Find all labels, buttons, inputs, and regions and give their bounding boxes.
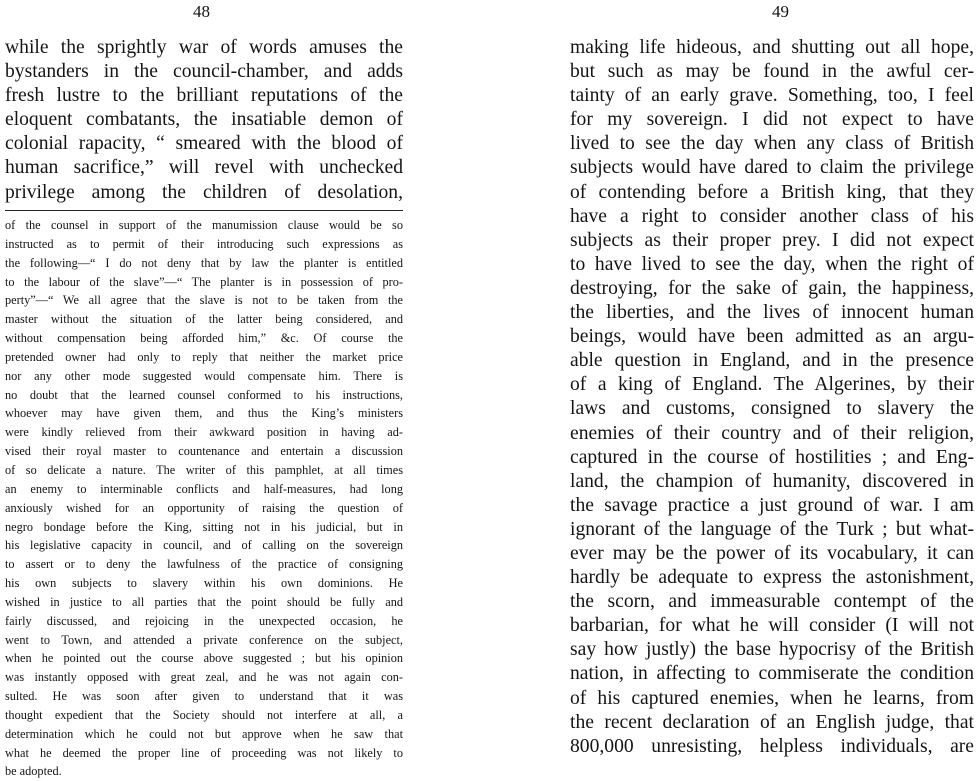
body-text-line: nation, in affecting to commiserate the condition	[570, 663, 974, 685]
footnote-line: sulted. He was soon after given to understand that it was	[5, 689, 403, 704]
footnote-divider	[5, 210, 403, 211]
body-text-line: of his captured enemies, when he learns, from	[570, 687, 974, 709]
body-text-line: say how justly) the base hypocrisy of the British	[570, 639, 974, 661]
body-text-line: the liberties, and the lives of innocent human	[570, 302, 974, 324]
body-text-line: barbarian, for what he will consider (I will not	[570, 615, 974, 637]
body-text-line: ignorant of the language of the Turk ; but what-	[570, 518, 974, 540]
footnote-line: were kindly relieved from their awkward position in having ad-	[5, 425, 403, 440]
right-body-text	[570, 36, 974, 759]
body-text-line: of contending before a British king, that they	[570, 181, 974, 203]
body-text-line: bystanders in the council-chamber, and adds	[5, 61, 403, 83]
footnote-line: negro bondage before the King, sitting not in his judicial, but in	[5, 519, 403, 534]
footnote-line: to the labour of the slave”—“ The planter is in possession of pro-	[5, 274, 403, 289]
body-text-line: but such as may be found in the awful cer-	[570, 61, 974, 83]
body-text-line: subjects as their proper prey. I did not expect	[570, 229, 974, 251]
body-text-line: privilege among the children of desolation,	[5, 181, 403, 203]
body-text-line: tainty of an early grave. Something, too, I feel	[570, 85, 974, 107]
body-text-line: beings, would have been admitted as an argu-	[570, 326, 974, 348]
body-text-line: able question in England, and in the presence	[570, 350, 974, 372]
footnote-line: when he pointed out the course above suggested ; but his opinion	[5, 651, 403, 666]
footnote-line: nor any other mode suggested would compensate him. There is	[5, 368, 403, 383]
footnote-line: of the counsel in support of the manumission clause would be so	[5, 218, 403, 232]
body-text-line: for my sovereign. I did not expect to have	[570, 109, 974, 131]
footnote-line: thought expedient that the Society should not interfere at all, a	[5, 707, 403, 722]
body-text-line: destroying, for the sake of gain, the happiness,	[570, 277, 974, 299]
footnote-line: his legislative capacity in council, and of calling on the sovereign	[5, 538, 403, 553]
body-text-line: enemies of their country and of their religion,	[570, 422, 974, 444]
footnote-line: instructed as to permit of their introducing such expressions as	[5, 236, 403, 251]
body-text-line: human sacrifice,” will revel with unchecked	[5, 157, 403, 179]
body-text-line: ever may be the power of its vocabulary, it can	[570, 542, 974, 564]
footnote-line: determination which he could not but approve when he saw that	[5, 726, 403, 741]
body-text-line: the savage practice a just ground of war. I am	[570, 494, 974, 516]
body-text-line: to have lived to see the day, when the right of	[570, 253, 974, 275]
footnote-line: the following—“ I do not deny that by law the planter is entitled	[5, 255, 403, 270]
footnote-line: vised their royal master to countenance and entertain a discussion	[5, 444, 403, 459]
body-text-line: have a right to consider another class of his	[570, 205, 974, 227]
footnote-line: his own subjects to slavery within his own dominions. He	[5, 576, 403, 591]
body-text-line: land, the champion of humanity, discovered in	[570, 470, 974, 492]
footnote-line: fairly discussed, and rejoicing in the unexpected occasion, he	[5, 613, 403, 628]
body-text-line: subjects would have dared to claim the privilege	[570, 157, 974, 179]
body-text-line: making life hideous, and shutting out all hope,	[570, 37, 974, 58]
body-text-line: hardly be adequate to express the astonishment,	[570, 567, 974, 589]
body-text-line: fresh lustre to the brilliant reputations of the	[5, 85, 403, 107]
footnote-block	[5, 216, 403, 781]
footnote-line: what he deemed the proper line of proceeding was not likely to	[5, 745, 403, 760]
footnote-line: master without the situation of the latter being considered, and	[5, 312, 403, 327]
footnote-line: to assert or to deny the lawfulness of the practice of consigning	[5, 557, 403, 572]
page-number-left: 48	[193, 2, 210, 21]
body-text-line: of a king of England. The Algerines, by their	[570, 374, 974, 396]
body-text-line: lived to see the day when any class of British	[570, 133, 974, 155]
body-text-line: the recent declaration of an English judge, that	[570, 711, 974, 733]
page-number-right: 49	[772, 2, 789, 21]
body-text-line: laws and customs, consigned to slavery the	[570, 398, 974, 420]
body-text-line: the scorn, and immeasurable contempt of the	[570, 591, 974, 613]
footnote-line: of so delicate a nature. The writer of this pamphlet, at all times	[5, 462, 403, 477]
footnote-line: an enemy to interminable conflicts and half-measures, had long	[5, 481, 403, 496]
footnote-line: whoever may have given them, and thus the King’s ministers	[5, 406, 403, 421]
footnote-line: went to Town, and attended a private conference on the subject,	[5, 632, 403, 647]
body-text-line: while the sprightly war of words amuses the	[5, 37, 403, 58]
footnote-line: was instantly opposed with great zeal, and he was not again con-	[5, 670, 403, 685]
footnote-line: without compensation being afforded him,” &c. Of course the	[5, 331, 403, 346]
footnote-line: perty”—“ We all agree that the slave is not to be taken from the	[5, 293, 403, 308]
footnote-line: anxiously wished for an opportunity of raising the question of	[5, 500, 403, 515]
body-text-line: 800,000 unresisting, helpless individuals, are	[570, 735, 974, 757]
body-text-line: eloquent combatants, the insatiable demon of	[5, 109, 403, 131]
footnote-line: wished in justice to all parties that the point should be fully and	[5, 594, 403, 609]
footnote-line: no doubt that the learned counsel conformed to his instructions,	[5, 387, 403, 402]
footnote-line: pretended owner had only to reply that neither the market price	[5, 349, 403, 364]
body-text-line: colonial rapacity, “ smeared with the blood of	[5, 133, 403, 155]
left-body-text	[5, 36, 403, 205]
body-text-line: captured in the course of hostilities ; and Eng-	[570, 446, 974, 468]
footnote-line: be adopted.	[5, 764, 62, 779]
